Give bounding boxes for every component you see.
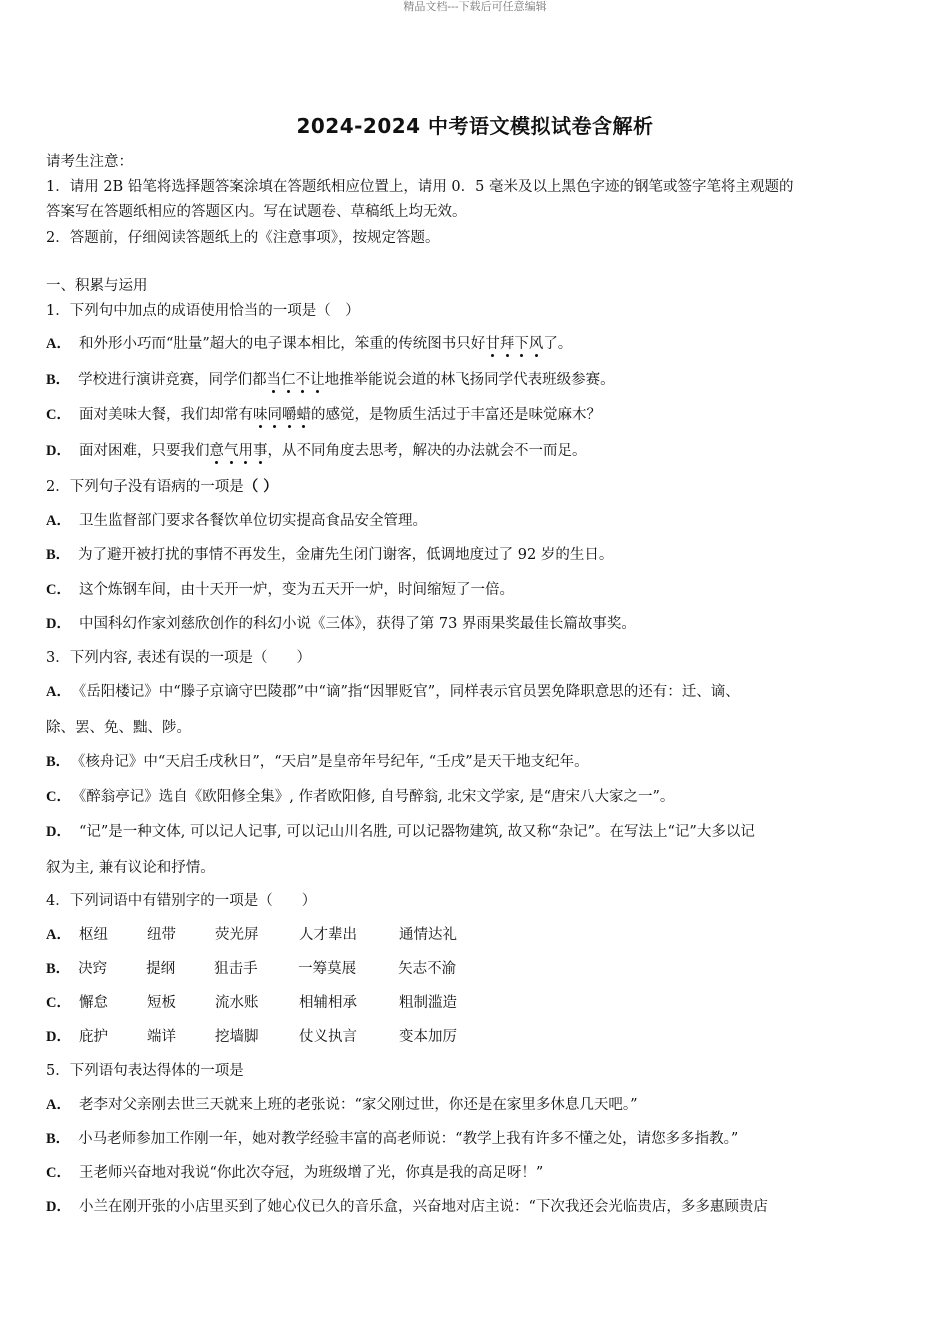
- dotted-char: 蜡: [296, 407, 311, 423]
- notice-item-1-line-1: 1．请用 2B 铅笔将选择题答案涂填在答题纸相应位置上，请用 0．5 毫米及以上黑色字迹的钢笔或签字笔将主观题的: [46, 179, 794, 195]
- option-text: 中国科幻作家刘慈欣创作的科幻小说《三体》，获得了第 73 界雨果奖最佳长篇故事奖。: [78, 616, 636, 632]
- q5-option-b: [46, 1129, 906, 1149]
- option-text: 卫生监督部门要求各餐饮单位切实提高食品安全管理。: [78, 513, 427, 529]
- word: 人才辈出: [298, 927, 357, 943]
- option-text: 王老师兴奋地对我说“你此次夺冠，为班级增了光，你真是我的高足呀！”: [78, 1165, 544, 1181]
- word: 短板: [146, 995, 176, 1011]
- notice-item-1-line-2: 答案写在答题纸相应的答题区内。写在试题卷、草稿纸上均无效。: [46, 204, 467, 220]
- word: 矢志不渝: [398, 961, 457, 977]
- option-label: C．: [46, 789, 71, 805]
- q3-option-d-line-2: 叙为主, 兼有议论和抒情。: [46, 860, 215, 876]
- q5-option-d: [46, 1197, 906, 1217]
- page-title: 2024-2024 中考语文模拟试卷含解析: [296, 114, 654, 138]
- dotted-char: 当: [266, 372, 282, 388]
- option-text: 《岳阳楼记》中“滕子京谪守巴陵郡”中“谪”指“因罪贬官”，同样表示官员罢免降职意思的还有：迁、谪、: [78, 684, 740, 700]
- option-text: 《核舟记》中“天启壬戌秋日”，“天启”是皇帝年号纪年, “壬戌”是天干地支纪年。: [78, 754, 589, 770]
- option-text: 面对美味大餐，我们却常有: [78, 407, 253, 423]
- q1-stem: 1．下列句中加点的成语使用恰当的一项是（ ）: [46, 303, 360, 319]
- q4-option-a: [46, 925, 906, 945]
- option-text: 这个炼钢车间，由十天开一炉，变为五天开一炉，时间缩短了一倍。: [78, 582, 514, 598]
- dotted-char: 仁: [281, 372, 296, 388]
- option-text: 学校进行演讲竞赛，同学们都: [78, 372, 267, 388]
- option-label: B．: [46, 1131, 71, 1147]
- dotted-char: 事: [252, 443, 268, 459]
- q5-option-c: [46, 1163, 906, 1183]
- word: 一筹莫展: [298, 961, 357, 977]
- option-text: “记”是一种文体, 可以记人记事, 可以记山川名胜, 可以记器物建筑, 故又称“杂记”。在写法上“记”大多以记: [78, 824, 755, 840]
- q3-stem: 3．下列内容, 表述有误的一项是（ ）: [46, 650, 311, 666]
- q1-option-c: [46, 405, 906, 425]
- option-label: B．: [46, 754, 71, 770]
- q5-option-a: [46, 1095, 906, 1115]
- q3-option-a-line-1: [46, 682, 906, 702]
- option-label: C．: [46, 1165, 71, 1181]
- dotted-char: 嚼: [281, 407, 297, 423]
- dotted-char: 不: [295, 372, 311, 388]
- q2-option-b: [46, 545, 906, 565]
- q5-stem: 5．下列语句表达得体的一项是: [46, 1063, 244, 1079]
- word: 相辅相承: [298, 995, 357, 1011]
- option-text: 了。: [543, 336, 573, 352]
- word: 粗制滥造: [398, 995, 457, 1011]
- q3-option-b: [46, 752, 906, 772]
- dotted-char: 用: [238, 443, 253, 459]
- word: 庇护: [78, 1029, 108, 1045]
- option-label: C．: [46, 995, 71, 1011]
- option-label: A．: [46, 1097, 71, 1113]
- dotted-idiom: [485, 336, 543, 352]
- option-label: D．: [46, 1199, 71, 1215]
- option-label: B．: [46, 547, 71, 563]
- dotted-idiom: [267, 372, 325, 388]
- word: 提纲: [146, 961, 176, 977]
- dotted-idiom: [209, 443, 267, 459]
- option-text: 老李对父亲刚去世三天就来上班的老张说：“家父刚过世，你还是在家里多休息几天吧。”: [78, 1097, 638, 1113]
- header-note: 精品文档---下载后可任意编辑: [403, 0, 547, 13]
- option-label: D．: [46, 1029, 71, 1045]
- q4-option-b: [46, 959, 906, 979]
- notice-item-2: 2．答题前，仔细阅读答题纸上的《注意事项》，按规定答题。: [46, 230, 440, 246]
- question-text: 2．下列句子没有语病的一项是: [46, 479, 244, 495]
- option-text: 为了避开被打扰的事情不再发生，金庸先生闭门谢客，低调地度过了 92 岁的生日。: [78, 547, 614, 563]
- dotted-char: 甘: [485, 336, 500, 352]
- section-heading: 一、积累与运用: [46, 278, 148, 294]
- option-label: D．: [46, 443, 71, 459]
- dotted-char: 下: [514, 336, 529, 352]
- dotted-idiom: [253, 407, 311, 423]
- answer-paren: （ ）: [243, 478, 278, 495]
- dotted-char: 让: [310, 372, 325, 388]
- option-label: B．: [46, 961, 71, 977]
- q1-option-d: [46, 441, 906, 461]
- q3-option-a-line-2: 除、罢、免、黜、陟。: [46, 720, 191, 736]
- word: 流水账: [214, 995, 259, 1011]
- option-label: C．: [46, 582, 71, 598]
- word: 挖墙脚: [214, 1029, 259, 1045]
- option-label: A．: [46, 513, 71, 529]
- dotted-char: 意: [209, 443, 224, 459]
- word: 懈怠: [78, 995, 108, 1011]
- word: 仗义执言: [298, 1029, 357, 1045]
- option-text: 地推举能说会道的林飞扬同学代表班级参赛。: [324, 372, 615, 388]
- option-text: 面对困难，只要我们: [78, 443, 210, 459]
- word: 纽带: [146, 927, 176, 943]
- q1-option-a: [46, 334, 906, 354]
- option-label: A．: [46, 684, 71, 700]
- q1-option-b: [46, 370, 906, 390]
- option-text: ，从不同角度去思考，解决的办法就会不一而足。: [267, 443, 587, 459]
- q2-option-c: [46, 580, 906, 600]
- word: 决窍: [78, 961, 108, 977]
- q3-option-d-line-1: [46, 822, 906, 842]
- option-label: A．: [46, 336, 71, 352]
- option-label: D．: [46, 616, 71, 632]
- q2-stem: [46, 477, 906, 497]
- dotted-char: 味: [252, 407, 268, 423]
- option-text: 小马老师参加工作刚一年，她对教学经验丰富的高老师说：“教学上我有许多不懂之处，请您多多指教。”: [78, 1131, 739, 1147]
- option-label: C．: [46, 407, 71, 423]
- q4-option-d: [46, 1027, 906, 1047]
- q2-option-a: [46, 511, 906, 531]
- option-text: 《醉翁亭记》选自《欧阳修全集》, 作者欧阳修, 自号醉翁, 北宋文学家, 是“唐宋八大家之一”。: [78, 789, 675, 805]
- q3-option-c: [46, 787, 906, 807]
- option-label: B．: [46, 372, 71, 388]
- dotted-char: 风: [528, 336, 544, 352]
- dotted-char: 拜: [499, 336, 515, 352]
- word: 端详: [146, 1029, 176, 1045]
- option-text: 的感觉，是物质生活过于丰富还是味觉麻木？: [310, 407, 601, 423]
- word: 荧光屏: [214, 927, 259, 943]
- word: 通情达礼: [398, 927, 457, 943]
- option-text: 小兰在刚开张的小店里买到了她心仪已久的音乐盒，兴奋地对店主说：“下次我还会光临贵店，多多惠顾贵店: [78, 1199, 768, 1215]
- word: 枢纽: [78, 927, 108, 943]
- word: 变本加厉: [398, 1029, 457, 1045]
- option-label: A．: [46, 927, 71, 943]
- option-label: D．: [46, 824, 71, 840]
- q4-option-c: [46, 993, 906, 1013]
- q4-stem: 4．下列词语中有错别字的一项是（ ）: [46, 893, 317, 909]
- notice-heading: 请考生注意：: [46, 154, 133, 170]
- option-text: 和外形小巧而“肚量”超大的电子课本相比，笨重的传统图书只好: [78, 336, 486, 352]
- q2-option-d: [46, 614, 906, 634]
- dotted-char: 同: [267, 407, 282, 423]
- word: 狙击手: [214, 961, 258, 977]
- dotted-char: 气: [223, 443, 239, 459]
